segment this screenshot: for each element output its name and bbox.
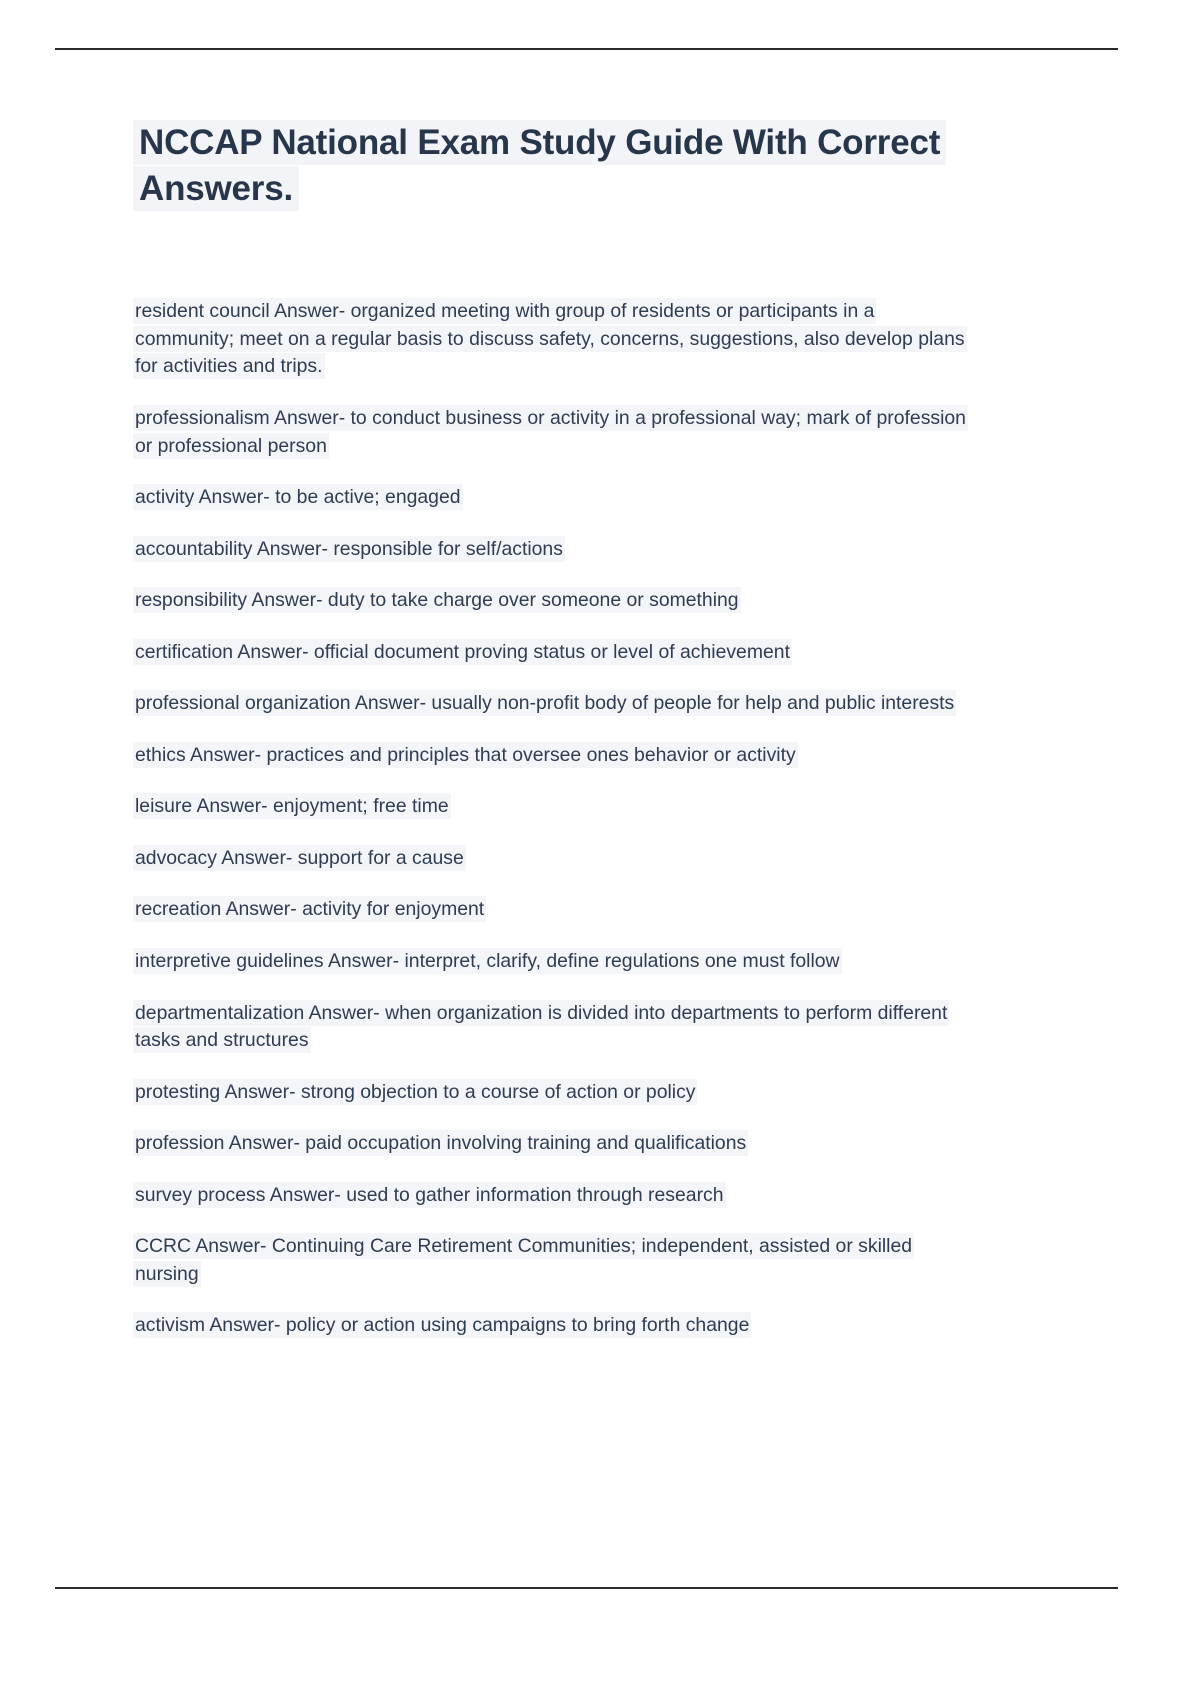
glossary-answer: Answer- Continuing Care Retirement Communities; independent, assisted or skilled nursing [135, 1235, 913, 1285]
glossary-term: ethics [135, 743, 186, 766]
glossary-entry-text [133, 587, 741, 613]
glossary-entry [133, 1182, 978, 1210]
glossary-answer: Answer- policy or action using campaigns to bring forth change [209, 1314, 750, 1337]
glossary-answer: Answer- activity for enjoyment [225, 898, 485, 921]
glossary-entry-list [133, 298, 993, 1340]
glossary-answer: Answer- to be active; engaged [198, 486, 461, 509]
glossary-entry-text [133, 536, 565, 562]
glossary-entry [133, 484, 978, 512]
glossary-answer: Answer- official document proving status or level of achievement [237, 640, 790, 663]
glossary-entry-text [133, 1233, 914, 1287]
glossary-entry [133, 405, 978, 460]
glossary-term: survey process [135, 1183, 266, 1206]
glossary-entry-text [133, 1079, 697, 1105]
glossary-term: resident council [135, 300, 270, 323]
page-title: NCCAP National Exam Study Guide With Correct Answers. [133, 120, 946, 211]
glossary-entry-text [133, 405, 968, 459]
glossary-entry-text [133, 1000, 949, 1054]
glossary-entry [133, 1000, 978, 1055]
glossary-answer: Answer- to conduct business or activity in a professional way; mark of profession or professional person [135, 407, 966, 457]
glossary-term: interpretive guidelines [135, 950, 324, 973]
glossary-answer: Answer- used to gather information through research [269, 1183, 724, 1206]
glossary-entry [133, 1079, 978, 1107]
glossary-term: activity [135, 486, 195, 509]
glossary-entry [133, 845, 978, 873]
glossary-entry [133, 690, 978, 718]
glossary-answer: Answer- strong objection to a course of action or policy [224, 1080, 696, 1103]
glossary-entry [133, 298, 978, 381]
glossary-entry [133, 1130, 978, 1158]
glossary-entry [133, 639, 978, 667]
document-content [133, 120, 993, 1364]
glossary-answer: Answer- enjoyment; free time [196, 795, 449, 818]
glossary-entry-text [133, 298, 967, 379]
glossary-answer: Answer- when organization is divided into departments to perform different tasks and structures [135, 1001, 948, 1052]
glossary-entry-text [133, 948, 842, 974]
glossary-entry-text [133, 845, 466, 871]
glossary-entry-text [133, 896, 486, 922]
glossary-term: recreation [135, 898, 222, 921]
glossary-term: CCRC [135, 1235, 192, 1258]
glossary-answer: Answer- usually non-profit body of people for help and public interests [354, 692, 955, 715]
glossary-entry-text [133, 690, 956, 716]
glossary-entry-text [133, 639, 792, 665]
glossary-answer: Answer- responsible for self/actions [256, 537, 563, 560]
glossary-entry-text [133, 1130, 748, 1156]
glossary-answer: Answer- paid occupation involving training and qualifications [228, 1132, 747, 1155]
glossary-answer: Answer- interpret, clarify, define regulations one must follow [327, 950, 840, 973]
glossary-answer: Answer- support for a cause [221, 846, 464, 869]
glossary-entry-text [133, 1182, 726, 1208]
glossary-term: advocacy [135, 846, 217, 869]
glossary-term: certification [135, 640, 234, 663]
glossary-entry-text [133, 484, 463, 510]
header-divider [55, 48, 1118, 50]
glossary-entry [133, 793, 978, 821]
glossary-term: leisure [135, 795, 193, 818]
glossary-term: professionalism [135, 407, 270, 430]
glossary-entry [133, 948, 978, 976]
glossary-term: activism [135, 1314, 206, 1337]
glossary-entry [133, 896, 978, 924]
glossary-answer: Answer- duty to take charge over someone or something [251, 589, 739, 612]
glossary-entry-text [133, 793, 451, 819]
glossary-entry-text [133, 742, 798, 768]
glossary-term: departmentalization [135, 1001, 305, 1024]
glossary-answer: Answer- organized meeting with group of residents or participants in a community; meet on a regular basis to discuss safety, concerns, suggestions, also develop plans for activities and trips. [135, 300, 965, 378]
glossary-term: protesting [135, 1080, 221, 1103]
glossary-entry-text [133, 1312, 751, 1338]
page-title-wrapper [133, 120, 973, 212]
glossary-term: responsibility [135, 589, 248, 612]
glossary-entry [133, 742, 978, 770]
glossary-answer: Answer- practices and principles that oversee ones behavior or activity [189, 743, 796, 766]
glossary-term: profession [135, 1132, 225, 1155]
glossary-entry [133, 587, 978, 615]
glossary-entry [133, 1233, 978, 1288]
glossary-term: accountability [135, 537, 253, 560]
footer-divider [55, 1587, 1118, 1589]
glossary-term: professional organization [135, 692, 351, 715]
glossary-entry [133, 536, 978, 564]
glossary-entry [133, 1312, 978, 1340]
